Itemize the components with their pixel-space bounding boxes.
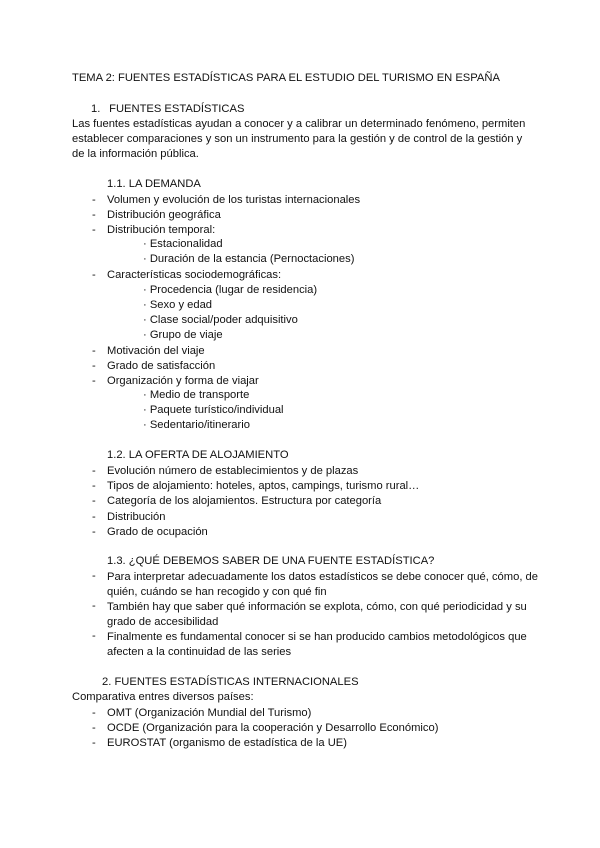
list-item: - Grado de ocupación	[92, 525, 208, 540]
bullet-dash: -	[92, 737, 96, 749]
list-item: - OMT (Organización Mundial del Turismo)	[92, 706, 311, 721]
sub-list-item: · Grupo de viaje	[143, 329, 223, 341]
list-item: - Tipos de alojamiento: hoteles, aptos, campings, turismo rural…	[92, 479, 419, 494]
list-item: Finalmente es fundamental conocer si se han producido cambios metodológicos que afecten a la continuidad de las series	[107, 631, 527, 659]
bullet-dash: -	[92, 480, 96, 492]
bullet-dash: -	[92, 526, 96, 538]
section-1-title: FUENTES ESTADÍSTICAS	[109, 103, 245, 115]
list-item: - Distribución temporal:	[92, 223, 215, 238]
list-item: - Volumen y evolución de los turistas internacionales	[92, 193, 360, 208]
bullet-dash: -	[92, 722, 96, 734]
list-item: Para interpretar adecuadamente los datos estadísticos se debe conocer qué, cómo, de quién, cuándo se han recogido y con qué fin	[107, 571, 538, 599]
subsection-oferta-heading: 1.2. LA OFERTA DE ALOJAMIENTO	[107, 449, 289, 461]
sub-list-item: · Medio de transporte	[143, 389, 250, 401]
bullet-dash: -	[92, 600, 96, 612]
bullet-dash: -	[92, 465, 96, 477]
list-item: - OCDE (Organización para la cooperación y Desarrollo Económico)	[92, 721, 438, 736]
list-item: - Categoría de los alojamientos. Estructura por categoría	[92, 494, 381, 509]
bullet-dash: -	[92, 224, 96, 236]
bullet-dash: -	[92, 495, 96, 507]
section-1-heading	[91, 103, 244, 115]
list-item: - Distribución	[92, 510, 165, 525]
bullet-dash: -	[92, 269, 96, 281]
section-1-number: 1.	[91, 103, 101, 115]
sub-list-item: · Paquete turístico/individual	[143, 404, 284, 416]
sub-list-item: · Duración de la estancia (Pernoctaciones)	[143, 253, 355, 265]
sub-list-item: · Procedencia (lugar de residencia)	[143, 284, 318, 296]
bullet-dash: -	[92, 194, 96, 206]
bullet-dash: -	[92, 570, 96, 582]
bullet-dash: -	[92, 707, 96, 719]
sub-list-item: · Sexo y edad	[143, 299, 213, 311]
document-title: TEMA 2: FUENTES ESTADÍSTICAS PARA EL ESTUDIO DEL TURISMO EN ESPAÑA	[72, 72, 500, 84]
list-item: - Organización y forma de viajar	[92, 374, 259, 389]
list-item: - Motivación del viaje	[92, 344, 205, 359]
list-item: - EUROSTAT (organismo de estadística de la UE)	[92, 736, 347, 751]
sub-list-item: · Estacionalidad	[143, 238, 223, 250]
subsection-fuente-heading: 1.3. ¿QUÉ DEBEMOS SABER DE UNA FUENTE ESTADÍSTICA?	[107, 555, 435, 567]
list-item: También hay que saber qué información se explota, cómo, con qué periodicidad y su grado de accesibilidad	[107, 601, 527, 629]
bullet-dash: -	[92, 511, 96, 523]
bullet-dash: -	[92, 209, 96, 221]
bullet-dash: -	[92, 360, 96, 372]
list-item: - Distribución geográfica	[92, 208, 221, 223]
bullet-dash: -	[92, 375, 96, 387]
bullet-dash: -	[92, 345, 96, 357]
sub-list-item: · Clase social/poder adquisitivo	[143, 314, 298, 326]
section-2-intro: Comparativa entres diversos países:	[72, 691, 254, 703]
list-item: - Grado de satisfacción	[92, 359, 215, 374]
section-2-heading: 2. FUENTES ESTADÍSTICAS INTERNACIONALES	[102, 676, 359, 688]
list-item: - Evolución número de establecimientos y de plazas	[92, 464, 358, 479]
sub-list-item: · Sedentario/itinerario	[143, 419, 250, 431]
section-1-intro: Las fuentes estadísticas ayudan a conocer y a calibrar un determinado fenómeno, permiten establecer comparaciones y son un instrumento para la gestión y de control de la gestión y de la información pública.	[72, 118, 526, 161]
list-item: - Características sociodemográficas:	[92, 268, 281, 283]
subsection-demanda-heading: 1.1. LA DEMANDA	[107, 178, 201, 190]
bullet-dash: -	[92, 630, 96, 642]
